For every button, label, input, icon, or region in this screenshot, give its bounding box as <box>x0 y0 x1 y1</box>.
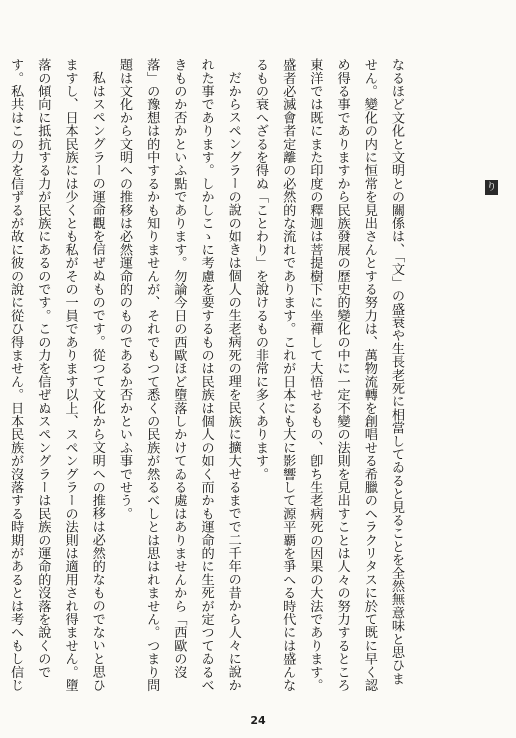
body-text <box>8 58 410 698</box>
page-number: 24 <box>250 714 266 727</box>
paragraph-3: 私はスペングラーの運命觀を信ぜぬものです。從つて文化から文明への推移は必然的なものでないと思ひますし、日本民族には少くとも私がその一員であります以上、スペングラーの法則は適用され得ません。墮落の傾向に抵抗する力が民族にあるのです。この力を信ぜぬスペングラーは民族の運命的沒落を說くのです。私共はこの力を信ずるが故に彼の說に從ひ得ません。日本民族が沒落する時期があるとは考へもし信じ <box>8 58 105 692</box>
paragraph-2: だからスペングラーの說の如きは個人の生老病死の理を民族に擴大せるまでで二千年の昔から人々に說かれた事であります。しかしこゝに考慮を要するものは民族は個人の如く而かも運命的に生死が定つてゐるべきものか否かといふ點であります。勿論今日の西歐ほど墮落しかけてゐる處はありませんから「西歐の沒落」の豫想は的中するかも知りませんが、それでもつて悉くの民族が然るべしとは思はれません。つまり問題は文化から文明への推移は必然運命的のものであるか否かといふ事でせう。 <box>116 58 241 692</box>
paragraph-1: なるほど文化と文明との關係は、「文」の盛衰や生長老死に相當してゐると見ることを全然無意味と思ひません。變化の内に恒常を見出さんとする努力は、萬物流轉を創唱せる希臘のヘラクリタスに於て既に早く認め得る事でありますから民族發展の歷史的變化の中に一定不變の法則を見出すことは人々の努力するところ東洋では既にまた印度の釋迦は菩提樹下に坐禪して大悟せるもの、卽ち生老病死の因果の大法であります。盛者必滅會者定離の必然的な流れであります。これが日本にも大に影響して源平覇を爭へる時代には盛んなるもの衰へざるを得ぬ「ことわり」を說けるもの非常に多くあります。 <box>252 58 404 692</box>
chapter-tab: り <box>486 182 497 193</box>
